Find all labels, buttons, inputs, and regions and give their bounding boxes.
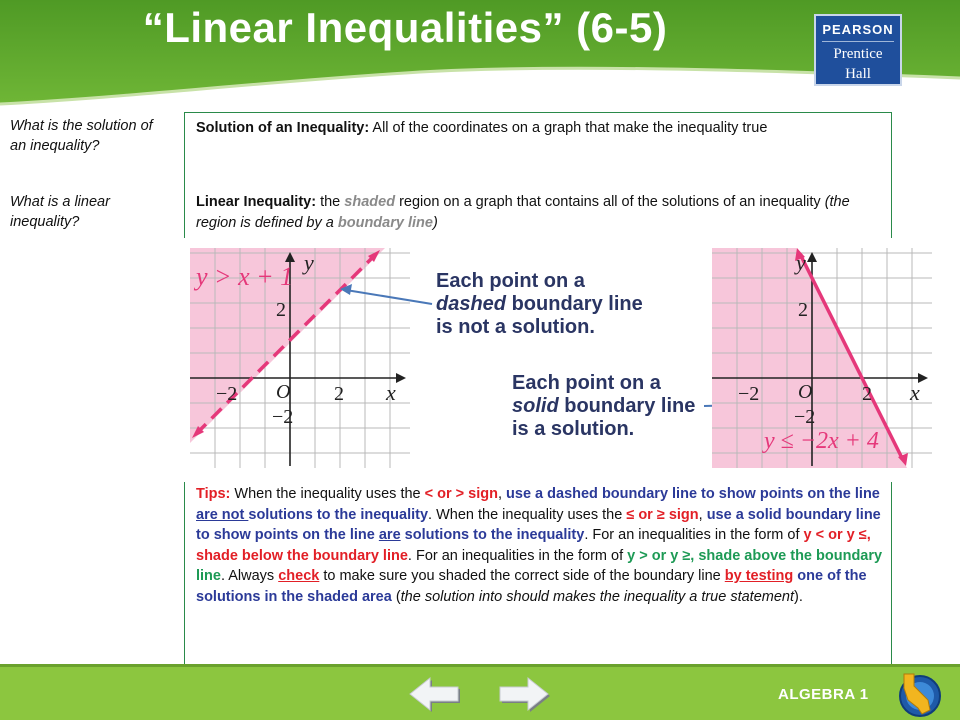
tips-t4: ,: [497, 486, 507, 502]
definition-box: [184, 112, 892, 238]
tips-shade-below: y < or y ≤, shade below the boundary line: [196, 527, 871, 564]
header: [0, 0, 960, 108]
callout-solid-line2-rest: boundary line: [558, 395, 696, 417]
tips-solid-rule: use a solid boundary line to show points on the line: [196, 506, 881, 543]
tips-solutions: solutions to the inequality: [248, 506, 429, 523]
tips-t10: ,: [698, 506, 707, 523]
tips-le-ge-sign: ≤ or ≥ sign: [626, 506, 699, 523]
previous-arrow-icon[interactable]: [408, 676, 460, 712]
tips-t8: . When the inequality uses the: [428, 506, 627, 523]
tips-label: Tips:: [196, 486, 231, 502]
tick-y-neg2: −2: [272, 406, 294, 428]
logo-pearson: PEARSON: [822, 22, 894, 42]
logo-prentice: Prentice: [833, 46, 883, 62]
tick-y-neg2-right: −2: [794, 406, 816, 428]
tick-x-2-right: 2: [862, 383, 872, 405]
tips-shaded-area: one of the solutions in the shaded area: [196, 568, 867, 605]
equation-dashed: y > x + 1: [196, 262, 294, 291]
tips-t20: to make sure you shaded the correct side of the boundary line: [319, 568, 725, 584]
tips-are-not: are not: [196, 506, 249, 523]
definition-linear-text-b: region on a graph that contains all of the solutions of an inequality: [395, 194, 825, 210]
callout-dashed-line2-rest: boundary line: [506, 293, 643, 315]
page-title: “Linear Inequalities” (6-5): [142, 4, 668, 51]
definition-boundary-word: boundary line: [337, 215, 433, 231]
equation-solid: y ≤ −2x + 4: [764, 428, 879, 454]
callout-dashed-line2: [436, 293, 676, 316]
tips-t18: . Always: [220, 568, 279, 584]
tick-x-neg2: −2: [216, 383, 238, 405]
definition-shaded-word: shaded: [344, 194, 396, 210]
callout-dashed-word: dashed: [436, 293, 507, 315]
definition-linear-text-a: the: [316, 194, 345, 210]
origin-label-right: O: [798, 381, 813, 403]
california-seal-icon: [894, 670, 942, 718]
definition-linear-term: Linear Inequality:: [196, 194, 317, 210]
axis-label-x: x: [386, 380, 396, 405]
tick-x-neg2-right: −2: [738, 383, 760, 405]
footer-divider: [0, 664, 960, 667]
tick-y-2-right: 2: [798, 299, 808, 321]
logo-hall: Hall: [845, 66, 871, 82]
tick-x-2: 2: [334, 383, 344, 405]
tips-t16: . For an inequalities in the form of: [407, 547, 628, 564]
callout-solid-line3: is a solution.: [512, 418, 635, 440]
definition-solution-text: All of the coordinates on a graph that make the inequality true: [369, 120, 768, 136]
origin-label: O: [276, 381, 291, 403]
graphs-area: [186, 244, 936, 472]
tick-y-2: 2: [276, 299, 286, 321]
tips-t25: ).: [794, 588, 803, 605]
tips-solutions-2: solutions to the inequality: [400, 527, 585, 543]
tips-shade-above: y > or y ≥, shade above the boundary line: [196, 547, 883, 584]
definition-solution-term: Solution of an Inequality:: [196, 120, 370, 136]
callout-solid-line1: Each point on a: [512, 372, 661, 394]
question-solution: What is the solution of an inequality?: [10, 118, 153, 154]
axis-label-y-right: y: [796, 250, 806, 275]
tips-explanation: the solution into should makes the inequality a true statement: [400, 588, 795, 605]
tips-t2: When the inequality uses the: [230, 486, 425, 502]
next-arrow-icon[interactable]: [498, 676, 550, 712]
tips-dashed-rule: use a dashed boundary line to show points on the line: [506, 486, 880, 502]
tips-by-testing: by testing: [724, 568, 794, 584]
definition-solution: [196, 118, 876, 139]
tips-t14: . For an inequalities in the form of: [584, 527, 804, 543]
axis-label-x-right: x: [910, 380, 920, 405]
definition-paren-b: ): [432, 215, 438, 231]
definition-paren-a: (the region is defined by a: [196, 194, 850, 231]
callout-dashed-line1: Each point on a: [436, 270, 585, 292]
pearson-logo: [814, 14, 902, 86]
axis-label-y: y: [304, 250, 314, 275]
tips-check: check: [278, 568, 320, 584]
question-linear-inequality: What is a linear inequality?: [10, 194, 110, 230]
course-label: ALGEBRA 1: [778, 686, 869, 703]
callout-dashed: [436, 270, 676, 339]
tips-box: [184, 482, 892, 666]
tips-t23: (: [391, 588, 401, 605]
definition-linear: [196, 192, 876, 234]
callout-dashed-line3: is not a solution.: [436, 316, 595, 338]
tips-are: are: [378, 527, 401, 543]
tips-lt-gt-sign: < or > sign: [424, 486, 498, 502]
callout-solid-word: solid: [512, 395, 559, 417]
tips-paragraph: [196, 484, 884, 607]
footer: [0, 664, 960, 720]
